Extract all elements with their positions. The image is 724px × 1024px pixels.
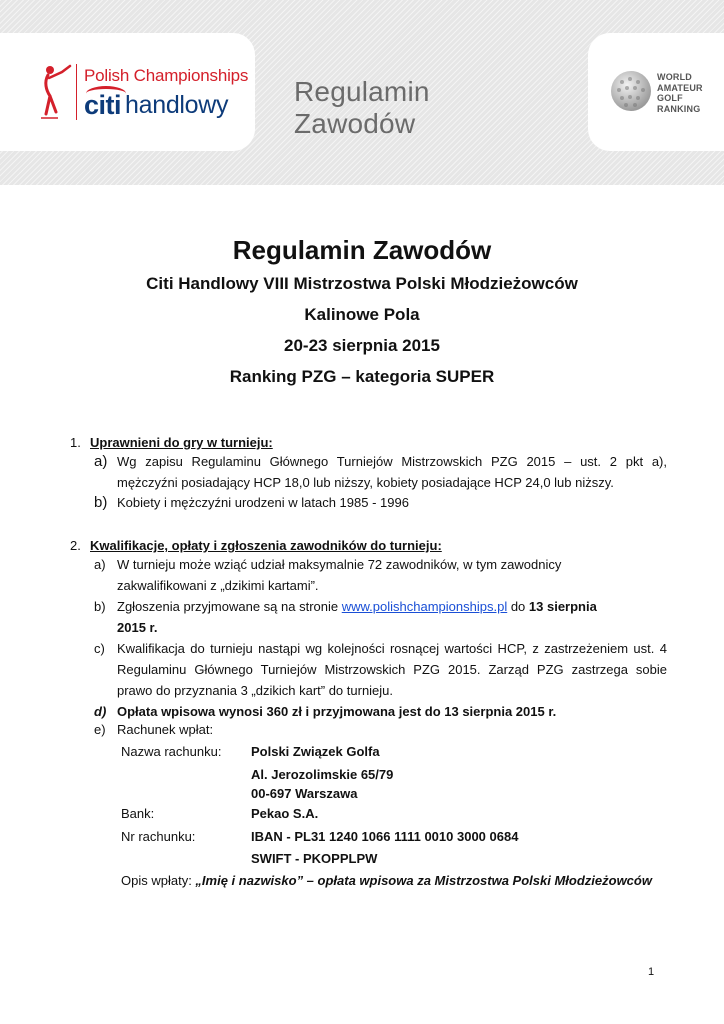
item-text: Kwalifikacja do turnieju nastąpi wg kolejności rosnącej wartości HCP, z zastrzeżeniem ust. 4 Regulaminu Głównego Turniejów Mistrzowskich PZG 2015. Zarząd PZG zastrzega sobie prawo do przyznania 3 „dzikich kart” do turnieju.: [117, 641, 667, 698]
item-marker: a): [94, 557, 106, 572]
event-dates: 20-23 sierpnia 2015: [284, 336, 440, 355]
section-2: [0, 535, 724, 888]
logo-panel-right: [588, 33, 724, 151]
document-title: Regulamin Zawodów: [232, 235, 492, 265]
item-text: Wg zapisu Regulaminu Głównego Turniejów Mistrzowskich PZG 2015 – ust. 2 pkt a), mężczyźni posiadający HCP 18,0 lub niższy, kobiety posiadające HCP 24,0 lub niższy.: [117, 454, 667, 490]
golfer-logo-icon: [40, 62, 74, 120]
section-2-heading: [0, 535, 724, 556]
section-title: Uprawnieni do gry w turnieju:: [90, 435, 273, 450]
list-item-1a: [0, 451, 724, 493]
item-text: Kobiety i mężczyźni urodzeni w latach 1985 - 1996: [117, 495, 409, 510]
bank-value: Pekao S.A.: [251, 806, 319, 821]
account-name-label: Nazwa rachunku:: [121, 744, 222, 759]
account-name-value: Polski Związek Golfa: [251, 744, 380, 759]
item-marker: e): [94, 722, 106, 737]
citi-arc-icon: [86, 86, 126, 101]
section-number: 2.: [70, 538, 81, 553]
wagr-logo-text: WORLD AMATEUR GOLF RANKING: [657, 72, 703, 114]
event-venue: Kalinowe Pola: [304, 305, 420, 324]
bank-label: Bank:: [121, 806, 155, 821]
section-number: 1.: [70, 435, 81, 450]
section-title: Kwalifikacje, opłaty i zgłoszenia zawodników do turnieju:: [90, 538, 442, 553]
event-name: Citi Handlowy VIII Mistrzostwa Polski Młodzieżowców: [146, 274, 578, 293]
item-marker: a): [94, 453, 108, 470]
handlowy-wordmark: handlowy: [125, 91, 229, 119]
item-marker: b): [94, 599, 106, 614]
payment-description-label: Opis wpłaty:: [121, 873, 196, 888]
item-text: Zgłoszenia przyjmowane są na stronie www.polishchampionships.pl do 13 sierpnia 2015 r.: [117, 599, 597, 635]
swift-value: SWIFT - PKOPPLPW: [251, 851, 378, 866]
item-marker: b): [94, 494, 108, 511]
citi-wordmark: citi: [84, 90, 121, 121]
brand-citi-handlowy: [84, 90, 228, 124]
header-title: Regulamin Zawodów: [294, 76, 430, 139]
item-text: Opłata wpisowa wynosi 360 zł i przyjmowana jest do 13 sierpnia 2015 r.: [117, 704, 557, 719]
golf-ball-icon: [610, 70, 652, 112]
item-marker: d): [94, 704, 107, 719]
page-number: 1: [648, 966, 655, 978]
account-number-label: Nr rachunku:: [121, 829, 196, 844]
logo-divider: [76, 64, 77, 120]
item-text: W turnieju może wziąć udział maksymalnie 72 zawodników, w tym zawodnicy zakwalifikowani z „dzikimi kartami”.: [117, 557, 562, 593]
registration-link[interactable]: www.polishchampionships.pl: [341, 599, 508, 614]
title-block: [0, 232, 724, 392]
section-1-heading: [0, 432, 724, 453]
event-ranking: Ranking PZG – kategoria SUPER: [229, 367, 495, 386]
section-1: [0, 432, 724, 511]
brand-polish-championships: Polish Championships: [84, 66, 249, 85]
item-marker: c): [94, 641, 105, 656]
payment-description-value: „Imię i nazwisko” – opłata wpisowa za Mistrzostwa Polski Młodzieżowców: [195, 873, 652, 888]
bank-account-details: Nazwa rachunku: Polski Związek Golfa Al. Jerozolimskie 65/79 00-697 Warszawa Bank: Pekao S.A. Nr rachunku: IBAN - PL31 1240 1066 1111 0010 3000 0684 SWIFT - PKOPPLPW Opis wpłaty: „Imię i nazwisko” – opłata wpisowa za Mistrzostwa Polski Młodzieżowców: [0, 741, 724, 941]
item-text: Rachunek wpłat:: [117, 722, 214, 737]
iban-value: IBAN - PL31 1240 1066 1111 0010 3000 0684: [251, 829, 519, 844]
